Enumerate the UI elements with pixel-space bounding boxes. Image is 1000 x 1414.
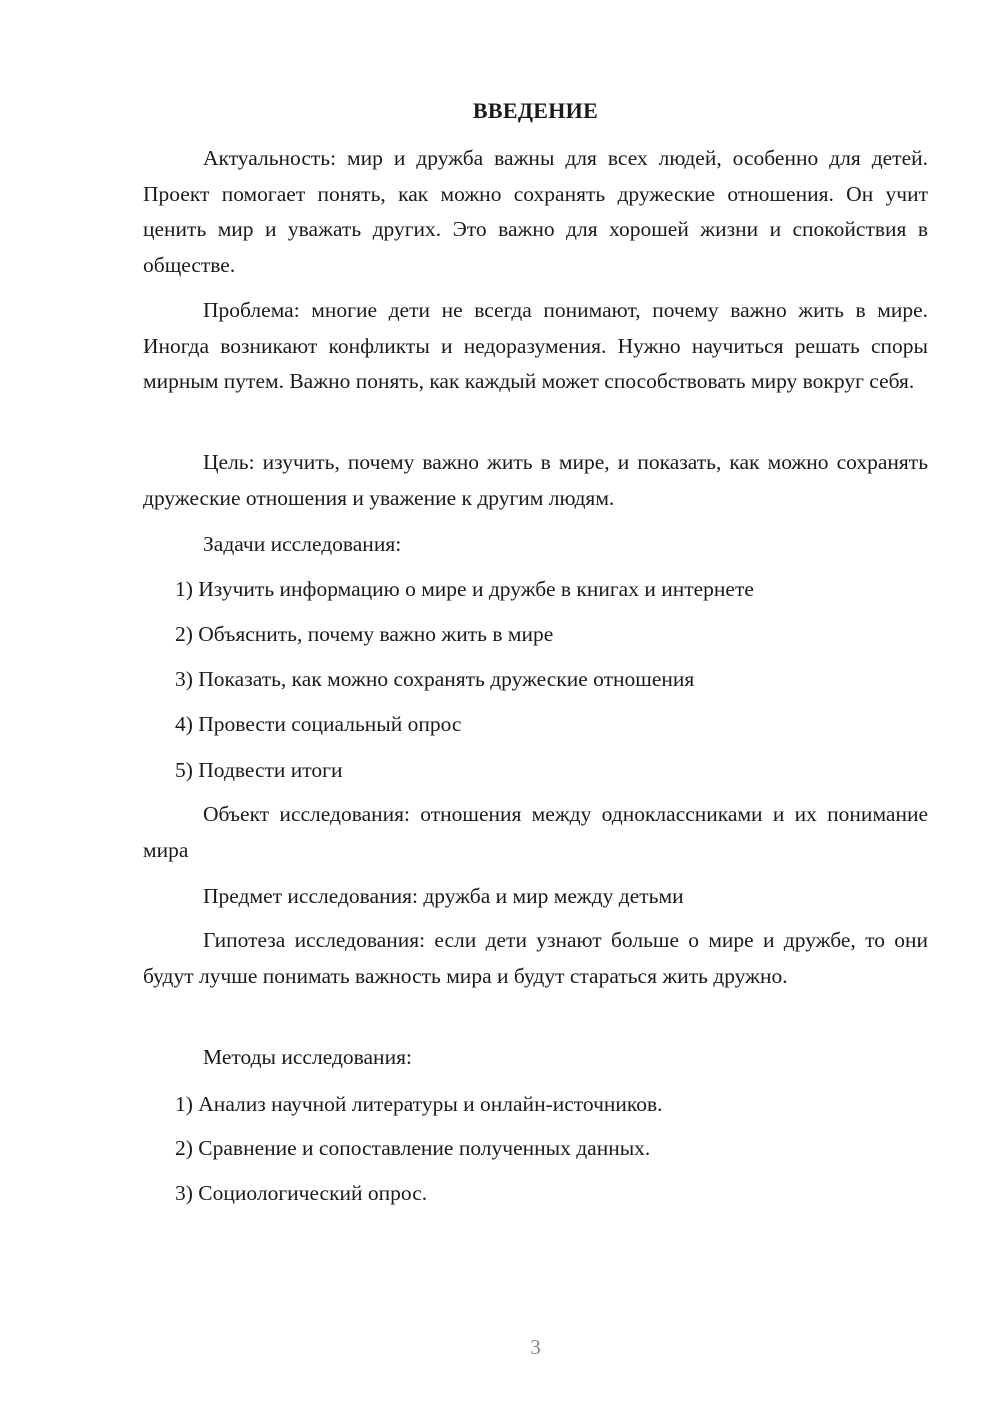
method-item: 3) Социологический опрос. — [175, 1181, 428, 1205]
task-item: 5) Подвести итоги — [175, 758, 343, 782]
relevance-paragraph: Актуальность: мир и дружба важны для всех людей, особенно для детей. Проект помогает понять, как можно сохранять дружеские отношения. Он учит ценить мир и уважать других. Это важно для хорошей жизни и спокойствия в обществе. — [143, 146, 928, 278]
method-item: 2) Сравнение и сопоставление полученных данных. — [175, 1136, 651, 1160]
page-number: 3 — [530, 1335, 541, 1359]
methods-title: Методы исследования: — [203, 1045, 412, 1069]
object-paragraph: Объект исследования: отношения между одноклассниками и их понимание мира — [143, 802, 928, 862]
document-page — [143, 0, 928, 1414]
subject-paragraph: Предмет исследования: дружба и мир между детьми — [203, 884, 684, 908]
method-item: 1) Анализ научной литературы и онлайн-источников. — [175, 1092, 663, 1116]
section-heading: ВВЕДЕНИЕ — [472, 98, 599, 123]
task-item: 3) Показать, как можно сохранять дружеские отношения — [175, 667, 695, 691]
problem-paragraph: Проблема: многие дети не всегда понимают, почему важно жить в мире. Иногда возникают конфликты и недоразумения. Нужно научиться решать споры мирным путем. Важно понять, как каждый может способствовать миру вокруг себя. — [143, 298, 928, 394]
task-item: 4) Провести социальный опрос — [175, 712, 462, 736]
task-item: 1) Изучить информацию о мире и дружбе в книгах и интернете — [175, 577, 754, 601]
task-item: 2) Объяснить, почему важно жить в мире — [175, 622, 554, 646]
goal-paragraph: Цель: изучить, почему важно жить в мире, и показать, как можно сохранять дружеские отношения и уважение к другим людям. — [143, 450, 928, 510]
hypothesis-paragraph: Гипотеза исследования: если дети узнают больше о мире и дружбе, то они будут лучше понимать важность мира и будут стараться жить дружно. — [143, 928, 928, 988]
tasks-title: Задачи исследования: — [203, 532, 402, 556]
